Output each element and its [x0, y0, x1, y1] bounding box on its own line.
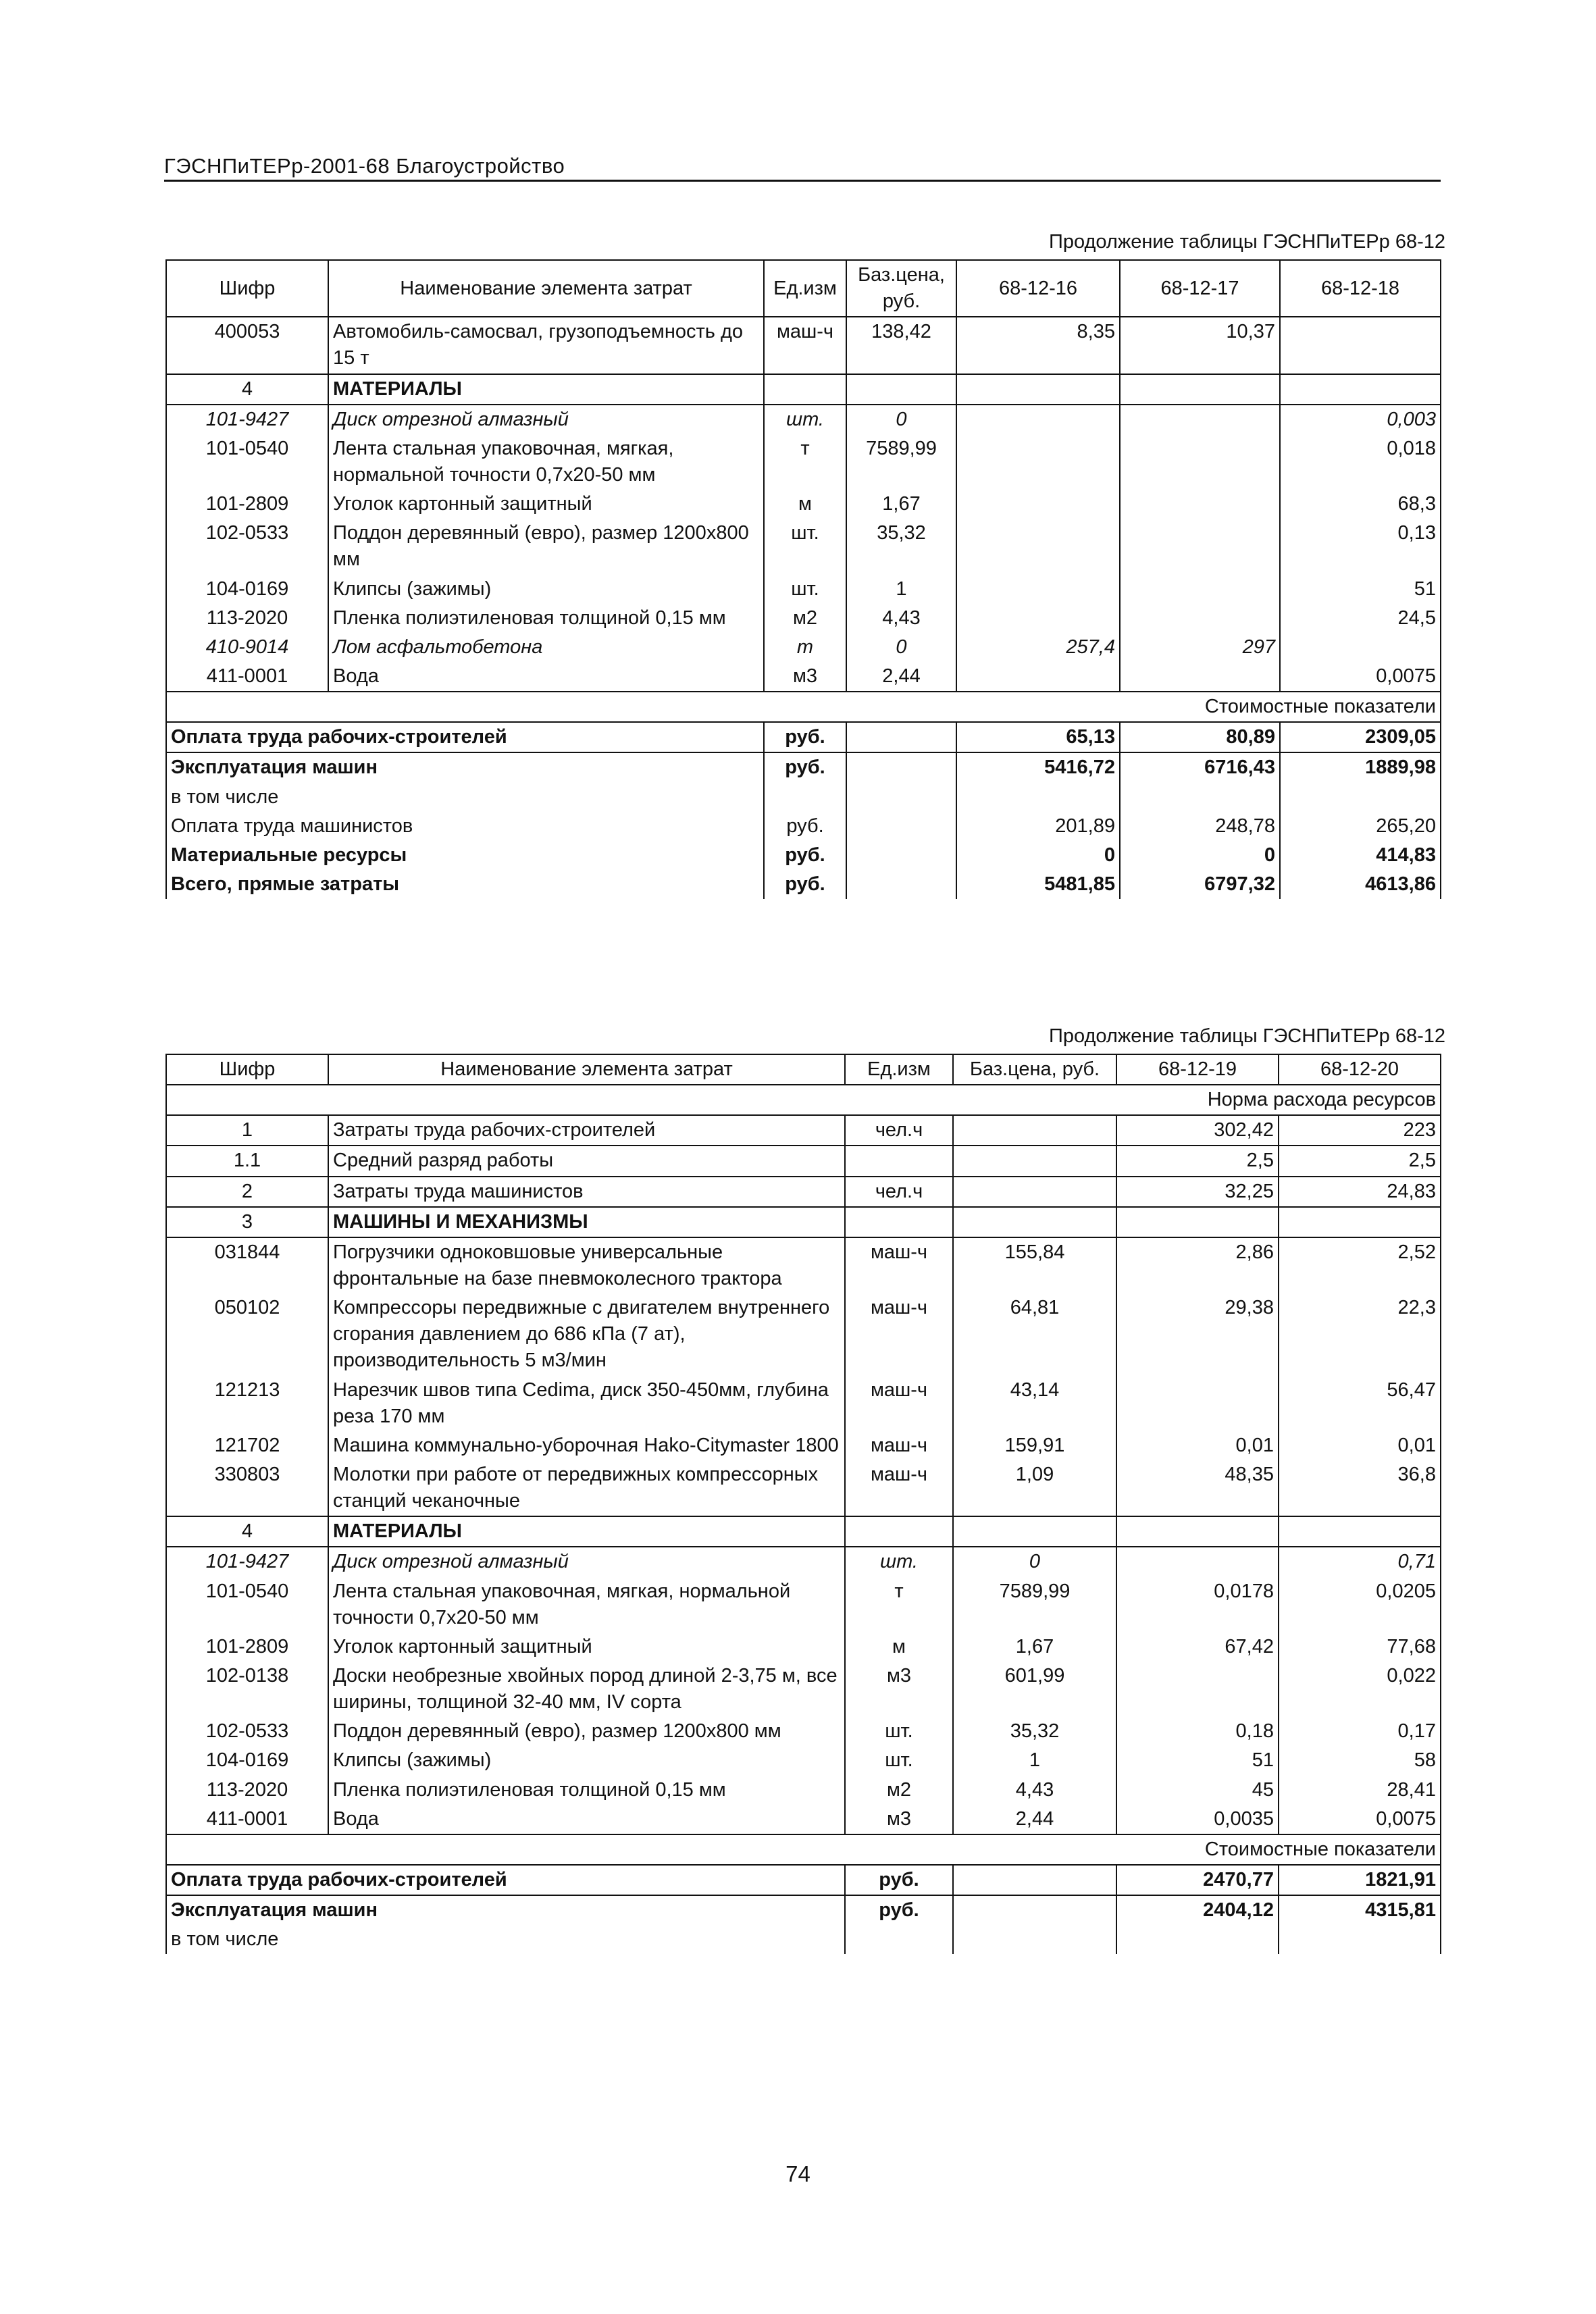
- row-value: 0,0178: [1116, 1577, 1279, 1632]
- total-value: 2309,05: [1280, 722, 1441, 752]
- row-code: 101-2809: [166, 490, 328, 519]
- row-value: 0,0205: [1279, 1577, 1441, 1632]
- row-value: [1280, 633, 1441, 662]
- total-label: Материальные ресурсы: [166, 841, 764, 870]
- row-name: Доски необрезные хвойных пород длиной 2-3,75 м, все ширины, толщиной 32-40 мм, IV сорта: [328, 1662, 845, 1717]
- total-value: 5481,85: [956, 870, 1120, 899]
- row-value: 0,003: [1280, 405, 1441, 434]
- row-code: 400053: [166, 317, 328, 374]
- row-code: 2: [166, 1177, 328, 1207]
- total-row: [166, 722, 1441, 752]
- row-value: 58: [1279, 1746, 1441, 1775]
- row-code: 330803: [166, 1460, 328, 1516]
- table2-caption: Продолжение таблицы ГЭСНПиТЕРр 68-12: [1049, 1025, 1445, 1047]
- row-unit: м2: [845, 1776, 953, 1805]
- row-unit: [845, 1516, 953, 1547]
- table-row: [166, 374, 1441, 405]
- total-unit: [764, 783, 846, 812]
- total-row: [166, 1925, 1441, 1954]
- header-rule: [164, 180, 1441, 182]
- cost-table-2: [165, 1054, 1441, 1954]
- row-value: 68,3: [1280, 490, 1441, 519]
- total-value: 6797,32: [1120, 870, 1280, 899]
- row-value: 0,71: [1279, 1547, 1441, 1576]
- row-price: 1,67: [846, 490, 956, 519]
- row-code: 101-2809: [166, 1632, 328, 1662]
- row-unit: м: [764, 490, 846, 519]
- table-row: [166, 1805, 1441, 1834]
- total-label: Оплата труда машинистов: [166, 812, 764, 841]
- row-value: 0,17: [1279, 1717, 1441, 1746]
- row-unit: чел.ч: [845, 1115, 953, 1146]
- row-value: [956, 405, 1120, 434]
- row-value: 10,37: [1120, 317, 1280, 374]
- total-value: 4613,86: [1280, 870, 1441, 899]
- row-value: [1279, 1516, 1441, 1547]
- row-price: 35,32: [953, 1717, 1116, 1746]
- header-row: [166, 1054, 1441, 1085]
- row-value: 56,47: [1279, 1376, 1441, 1431]
- row-price: 64,81: [953, 1293, 1116, 1375]
- table-row: [166, 434, 1441, 490]
- total-value: 0: [956, 841, 1120, 870]
- row-unit: м3: [845, 1662, 953, 1717]
- row-price: 1: [953, 1746, 1116, 1775]
- table-row: [166, 1746, 1441, 1775]
- row-price: 4,43: [846, 604, 956, 633]
- total-value: 2404,12: [1116, 1895, 1279, 1925]
- total-value: 201,89: [956, 812, 1120, 841]
- table-row: [166, 1207, 1441, 1237]
- document-header: ГЭСНПиТЕРр-2001-68 Благоустройство: [164, 154, 565, 178]
- row-unit: м2: [764, 604, 846, 633]
- cost-header: Стоимостные показатели: [166, 1834, 1441, 1865]
- column-header: 68-12-20: [1279, 1054, 1441, 1085]
- row-code: 113-2020: [166, 1776, 328, 1805]
- table-row: [166, 490, 1441, 519]
- table-row: [166, 633, 1441, 662]
- row-value: 0,01: [1116, 1431, 1279, 1460]
- row-unit: шт.: [764, 519, 846, 574]
- row-price: [953, 1207, 1116, 1237]
- column-header: 68-12-16: [956, 260, 1120, 317]
- row-name: Клипсы (зажимы): [328, 575, 764, 604]
- total-value: 414,83: [1280, 841, 1441, 870]
- row-code: 050102: [166, 1293, 328, 1375]
- table-row: [166, 662, 1441, 692]
- row-unit: м: [845, 1632, 953, 1662]
- column-header: 68-12-18: [1280, 260, 1441, 317]
- table-row: [166, 1376, 1441, 1431]
- total-label: Оплата труда рабочих-строителей: [166, 1865, 845, 1895]
- column-header: 68-12-17: [1120, 260, 1280, 317]
- row-unit: м3: [845, 1805, 953, 1834]
- row-price: [953, 1177, 1116, 1207]
- row-value: [956, 575, 1120, 604]
- row-price: 155,84: [953, 1237, 1116, 1293]
- row-price: 7589,99: [953, 1577, 1116, 1632]
- row-name: МАТЕРИАЛЫ: [328, 1516, 845, 1547]
- row-unit: маш-ч: [764, 317, 846, 374]
- total-value: 80,89: [1120, 722, 1280, 752]
- row-code: 4: [166, 1516, 328, 1547]
- column-header: Шифр: [166, 1054, 328, 1085]
- row-name: МАТЕРИАЛЫ: [328, 374, 764, 405]
- total-value: [1120, 783, 1280, 812]
- row-value: [956, 434, 1120, 490]
- row-unit: маш-ч: [845, 1376, 953, 1431]
- total-empty: [846, 812, 956, 841]
- row-value: [956, 374, 1120, 405]
- column-header: Ед.изм: [845, 1054, 953, 1085]
- total-empty: [846, 841, 956, 870]
- row-price: 159,91: [953, 1431, 1116, 1460]
- cost-header-row: [166, 1834, 1441, 1865]
- row-value: 297: [1120, 633, 1280, 662]
- row-unit: маш-ч: [845, 1431, 953, 1460]
- total-value: 2470,77: [1116, 1865, 1279, 1895]
- row-name: Пленка полиэтиленовая толщиной 0,15 мм: [328, 604, 764, 633]
- row-value: [1116, 1662, 1279, 1717]
- row-value: [1120, 490, 1280, 519]
- row-name: Молотки при работе от передвижных компрессорных станций чеканочные: [328, 1460, 845, 1516]
- row-value: [1280, 317, 1441, 374]
- row-code: 102-0138: [166, 1662, 328, 1717]
- row-unit: маш-ч: [845, 1460, 953, 1516]
- row-code: 121213: [166, 1376, 328, 1431]
- row-code: 121702: [166, 1431, 328, 1460]
- row-name: Пленка полиэтиленовая толщиной 0,15 мм: [328, 1776, 845, 1805]
- row-value: 0,01: [1279, 1431, 1441, 1460]
- row-code: 3: [166, 1207, 328, 1237]
- row-value: 29,38: [1116, 1293, 1279, 1375]
- row-value: 48,35: [1116, 1460, 1279, 1516]
- total-empty: [953, 1865, 1116, 1895]
- row-price: 1: [846, 575, 956, 604]
- total-value: [1279, 1925, 1441, 1954]
- total-empty: [846, 783, 956, 812]
- row-value: 67,42: [1116, 1632, 1279, 1662]
- row-value: [1116, 1516, 1279, 1547]
- row-unit: шт.: [764, 575, 846, 604]
- table-row: [166, 1115, 1441, 1146]
- row-unit: маш-ч: [845, 1293, 953, 1375]
- total-unit: руб.: [764, 812, 846, 841]
- row-name: МАШИНЫ И МЕХАНИЗМЫ: [328, 1207, 845, 1237]
- row-price: 1,09: [953, 1460, 1116, 1516]
- row-name: Уголок картонный защитный: [328, 1632, 845, 1662]
- row-value: [956, 490, 1120, 519]
- row-code: 031844: [166, 1237, 328, 1293]
- total-value: 1821,91: [1279, 1865, 1441, 1895]
- total-value: [1116, 1925, 1279, 1954]
- row-code: 410-9014: [166, 633, 328, 662]
- row-name: Нарезчик швов типа Cedima, диск 350-450мм, глубина реза 170 мм: [328, 1376, 845, 1431]
- row-price: [953, 1115, 1116, 1146]
- column-header: Баз.цена, руб.: [953, 1054, 1116, 1085]
- row-value: [1280, 374, 1441, 405]
- row-name: Поддон деревянный (евро), размер 1200х800 мм: [328, 519, 764, 574]
- table-row: [166, 1662, 1441, 1717]
- total-value: 265,20: [1280, 812, 1441, 841]
- row-name: Уголок картонный защитный: [328, 490, 764, 519]
- total-label: Всего, прямые затраты: [166, 870, 764, 899]
- row-code: 102-0533: [166, 519, 328, 574]
- row-name: Затраты труда машинистов: [328, 1177, 845, 1207]
- row-value: 0,0035: [1116, 1805, 1279, 1834]
- row-value: 223: [1279, 1115, 1441, 1146]
- total-label: Оплата труда рабочих-строителей: [166, 722, 764, 752]
- total-unit: руб.: [845, 1895, 953, 1925]
- row-value: 28,41: [1279, 1776, 1441, 1805]
- row-name: Вода: [328, 1805, 845, 1834]
- column-header: Баз.цена, руб.: [846, 260, 956, 317]
- row-code: 113-2020: [166, 604, 328, 633]
- row-value: 51: [1280, 575, 1441, 604]
- norm-header: Норма расхода ресурсов: [166, 1085, 1441, 1115]
- row-value: 77,68: [1279, 1632, 1441, 1662]
- row-unit: [845, 1207, 953, 1237]
- row-unit: шт.: [764, 405, 846, 434]
- row-name: Поддон деревянный (евро), размер 1200х800 мм: [328, 1717, 845, 1746]
- row-price: 2,44: [953, 1805, 1116, 1834]
- total-value: 4315,81: [1279, 1895, 1441, 1925]
- row-value: 2,86: [1116, 1237, 1279, 1293]
- table-row: [166, 1776, 1441, 1805]
- total-value: 248,78: [1120, 812, 1280, 841]
- row-price: 138,42: [846, 317, 956, 374]
- total-value: 1889,98: [1280, 752, 1441, 782]
- table-row: [166, 1547, 1441, 1576]
- total-value: 0: [1120, 841, 1280, 870]
- total-row: [166, 783, 1441, 812]
- row-value: [1120, 434, 1280, 490]
- row-name: Машина коммунально-уборочная Hako-Citymaster 1800: [328, 1431, 845, 1460]
- row-name: Лента стальная упаковочная, мягкая, нормальной точности 0,7х20-50 мм: [328, 1577, 845, 1632]
- row-code: 1: [166, 1115, 328, 1146]
- row-name: Лента стальная упаковочная, мягкая, нормальной точности 0,7х20-50 мм: [328, 434, 764, 490]
- row-value: [1120, 519, 1280, 574]
- table-row: [166, 1717, 1441, 1746]
- row-code: 101-0540: [166, 1577, 328, 1632]
- row-price: 7589,99: [846, 434, 956, 490]
- row-value: 2,5: [1279, 1146, 1441, 1176]
- row-price: 2,44: [846, 662, 956, 692]
- total-unit: руб.: [764, 752, 846, 782]
- total-unit: [845, 1925, 953, 1954]
- total-empty: [846, 722, 956, 752]
- row-value: [1120, 405, 1280, 434]
- row-value: [1120, 575, 1280, 604]
- total-row: [166, 812, 1441, 841]
- row-code: 411-0001: [166, 1805, 328, 1834]
- row-unit: [845, 1146, 953, 1176]
- row-name: Компрессоры передвижные с двигателем внутреннего сгорания давлением до 686 кПа (7 ат), производительность 5 м3/мин: [328, 1293, 845, 1375]
- row-value: 45: [1116, 1776, 1279, 1805]
- row-unit: т: [764, 434, 846, 490]
- total-value: [956, 783, 1120, 812]
- row-value: 0,0075: [1279, 1805, 1441, 1834]
- table-row: [166, 1632, 1441, 1662]
- total-row: [166, 1895, 1441, 1925]
- row-value: 32,25: [1116, 1177, 1279, 1207]
- row-unit: т: [764, 633, 846, 662]
- row-unit: шт.: [845, 1746, 953, 1775]
- column-header: Наименование элемента затрат: [328, 260, 764, 317]
- total-value: 5416,72: [956, 752, 1120, 782]
- table-row: [166, 1177, 1441, 1207]
- table-row: [166, 1293, 1441, 1375]
- column-header: Шифр: [166, 260, 328, 317]
- row-code: 1.1: [166, 1146, 328, 1176]
- row-price: 43,14: [953, 1376, 1116, 1431]
- total-empty: [953, 1895, 1116, 1925]
- row-price: 601,99: [953, 1662, 1116, 1717]
- row-price: 0: [953, 1547, 1116, 1576]
- row-code: 102-0533: [166, 1717, 328, 1746]
- row-price: 1,67: [953, 1632, 1116, 1662]
- table-row: [166, 317, 1441, 374]
- row-value: [1116, 1376, 1279, 1431]
- row-name: Диск отрезной алмазный: [328, 1547, 845, 1576]
- total-row: [166, 841, 1441, 870]
- row-value: 0,018: [1280, 434, 1441, 490]
- table-row: [166, 604, 1441, 633]
- column-header: Наименование элемента затрат: [328, 1054, 845, 1085]
- table-row: [166, 405, 1441, 434]
- row-value: 302,42: [1116, 1115, 1279, 1146]
- row-value: [956, 519, 1120, 574]
- row-value: 2,52: [1279, 1237, 1441, 1293]
- row-price: 4,43: [953, 1776, 1116, 1805]
- table-row: [166, 1516, 1441, 1547]
- row-value: 24,5: [1280, 604, 1441, 633]
- row-name: Вода: [328, 662, 764, 692]
- row-name: Автомобиль-самосвал, грузоподъемность до 15 т: [328, 317, 764, 374]
- row-value: 51: [1116, 1746, 1279, 1775]
- row-value: 0,18: [1116, 1717, 1279, 1746]
- row-value: 0,13: [1280, 519, 1441, 574]
- row-value: 24,83: [1279, 1177, 1441, 1207]
- total-value: 6716,43: [1120, 752, 1280, 782]
- total-empty: [953, 1925, 1116, 1954]
- table-row: [166, 1460, 1441, 1516]
- column-header: 68-12-19: [1116, 1054, 1279, 1085]
- row-name: Затраты труда рабочих-строителей: [328, 1115, 845, 1146]
- row-value: [1116, 1207, 1279, 1237]
- row-code: 101-9427: [166, 405, 328, 434]
- row-value: [1120, 662, 1280, 692]
- row-code: 101-9427: [166, 1547, 328, 1576]
- total-row: [166, 752, 1441, 782]
- row-price: 0: [846, 633, 956, 662]
- row-name: Клипсы (зажимы): [328, 1746, 845, 1775]
- total-value: [1280, 783, 1441, 812]
- table-row: [166, 1237, 1441, 1293]
- total-empty: [846, 752, 956, 782]
- row-unit: [764, 374, 846, 405]
- row-code: 104-0169: [166, 1746, 328, 1775]
- table1-caption: Продолжение таблицы ГЭСНПиТЕРр 68-12: [1049, 231, 1445, 253]
- total-label: Эксплуатация машин: [166, 752, 764, 782]
- total-unit: руб.: [845, 1865, 953, 1895]
- row-price: [953, 1516, 1116, 1547]
- row-value: 2,5: [1116, 1146, 1279, 1176]
- column-header: Ед.изм: [764, 260, 846, 317]
- row-value: [1279, 1207, 1441, 1237]
- row-value: 257,4: [956, 633, 1120, 662]
- row-unit: шт.: [845, 1547, 953, 1576]
- row-unit: шт.: [845, 1717, 953, 1746]
- row-unit: т: [845, 1577, 953, 1632]
- total-row: [166, 870, 1441, 899]
- row-price: 35,32: [846, 519, 956, 574]
- header-row: [166, 260, 1441, 317]
- total-label: в том числе: [166, 783, 764, 812]
- row-price: 0: [846, 405, 956, 434]
- row-value: [1120, 604, 1280, 633]
- total-unit: руб.: [764, 841, 846, 870]
- row-value: [956, 604, 1120, 633]
- row-code: 4: [166, 374, 328, 405]
- row-value: 8,35: [956, 317, 1120, 374]
- table-row: [166, 1577, 1441, 1632]
- table-row: [166, 575, 1441, 604]
- page-number: 74: [786, 2161, 810, 2186]
- row-name: Погрузчики одноковшовые универсальные фронтальные на базе пневмоколесного трактора: [328, 1237, 845, 1293]
- total-label: в том числе: [166, 1925, 845, 1954]
- cost-table-1: [165, 259, 1441, 899]
- row-code: 104-0169: [166, 575, 328, 604]
- row-value: 36,8: [1279, 1460, 1441, 1516]
- row-value: [1116, 1547, 1279, 1576]
- row-price: [953, 1146, 1116, 1176]
- row-unit: м3: [764, 662, 846, 692]
- row-name: Средний разряд работы: [328, 1146, 845, 1176]
- row-name: Лом асфальтобетона: [328, 633, 764, 662]
- row-code: 411-0001: [166, 662, 328, 692]
- table-row: [166, 1146, 1441, 1176]
- row-unit: чел.ч: [845, 1177, 953, 1207]
- table-row: [166, 1431, 1441, 1460]
- norm-header-row: [166, 1085, 1441, 1115]
- row-price: [846, 374, 956, 405]
- row-unit: маш-ч: [845, 1237, 953, 1293]
- table-row: [166, 519, 1441, 574]
- row-value: [1120, 374, 1280, 405]
- row-code: 101-0540: [166, 434, 328, 490]
- total-unit: руб.: [764, 722, 846, 752]
- total-label: Эксплуатация машин: [166, 1895, 845, 1925]
- total-row: [166, 1865, 1441, 1895]
- row-value: [956, 662, 1120, 692]
- total-unit: руб.: [764, 870, 846, 899]
- cost-header-row: [166, 692, 1441, 722]
- row-name: Диск отрезной алмазный: [328, 405, 764, 434]
- total-value: 65,13: [956, 722, 1120, 752]
- total-empty: [846, 870, 956, 899]
- cost-header: Стоимостные показатели: [166, 692, 1441, 722]
- row-value: 0,0075: [1280, 662, 1441, 692]
- row-value: 22,3: [1279, 1293, 1441, 1375]
- row-value: 0,022: [1279, 1662, 1441, 1717]
